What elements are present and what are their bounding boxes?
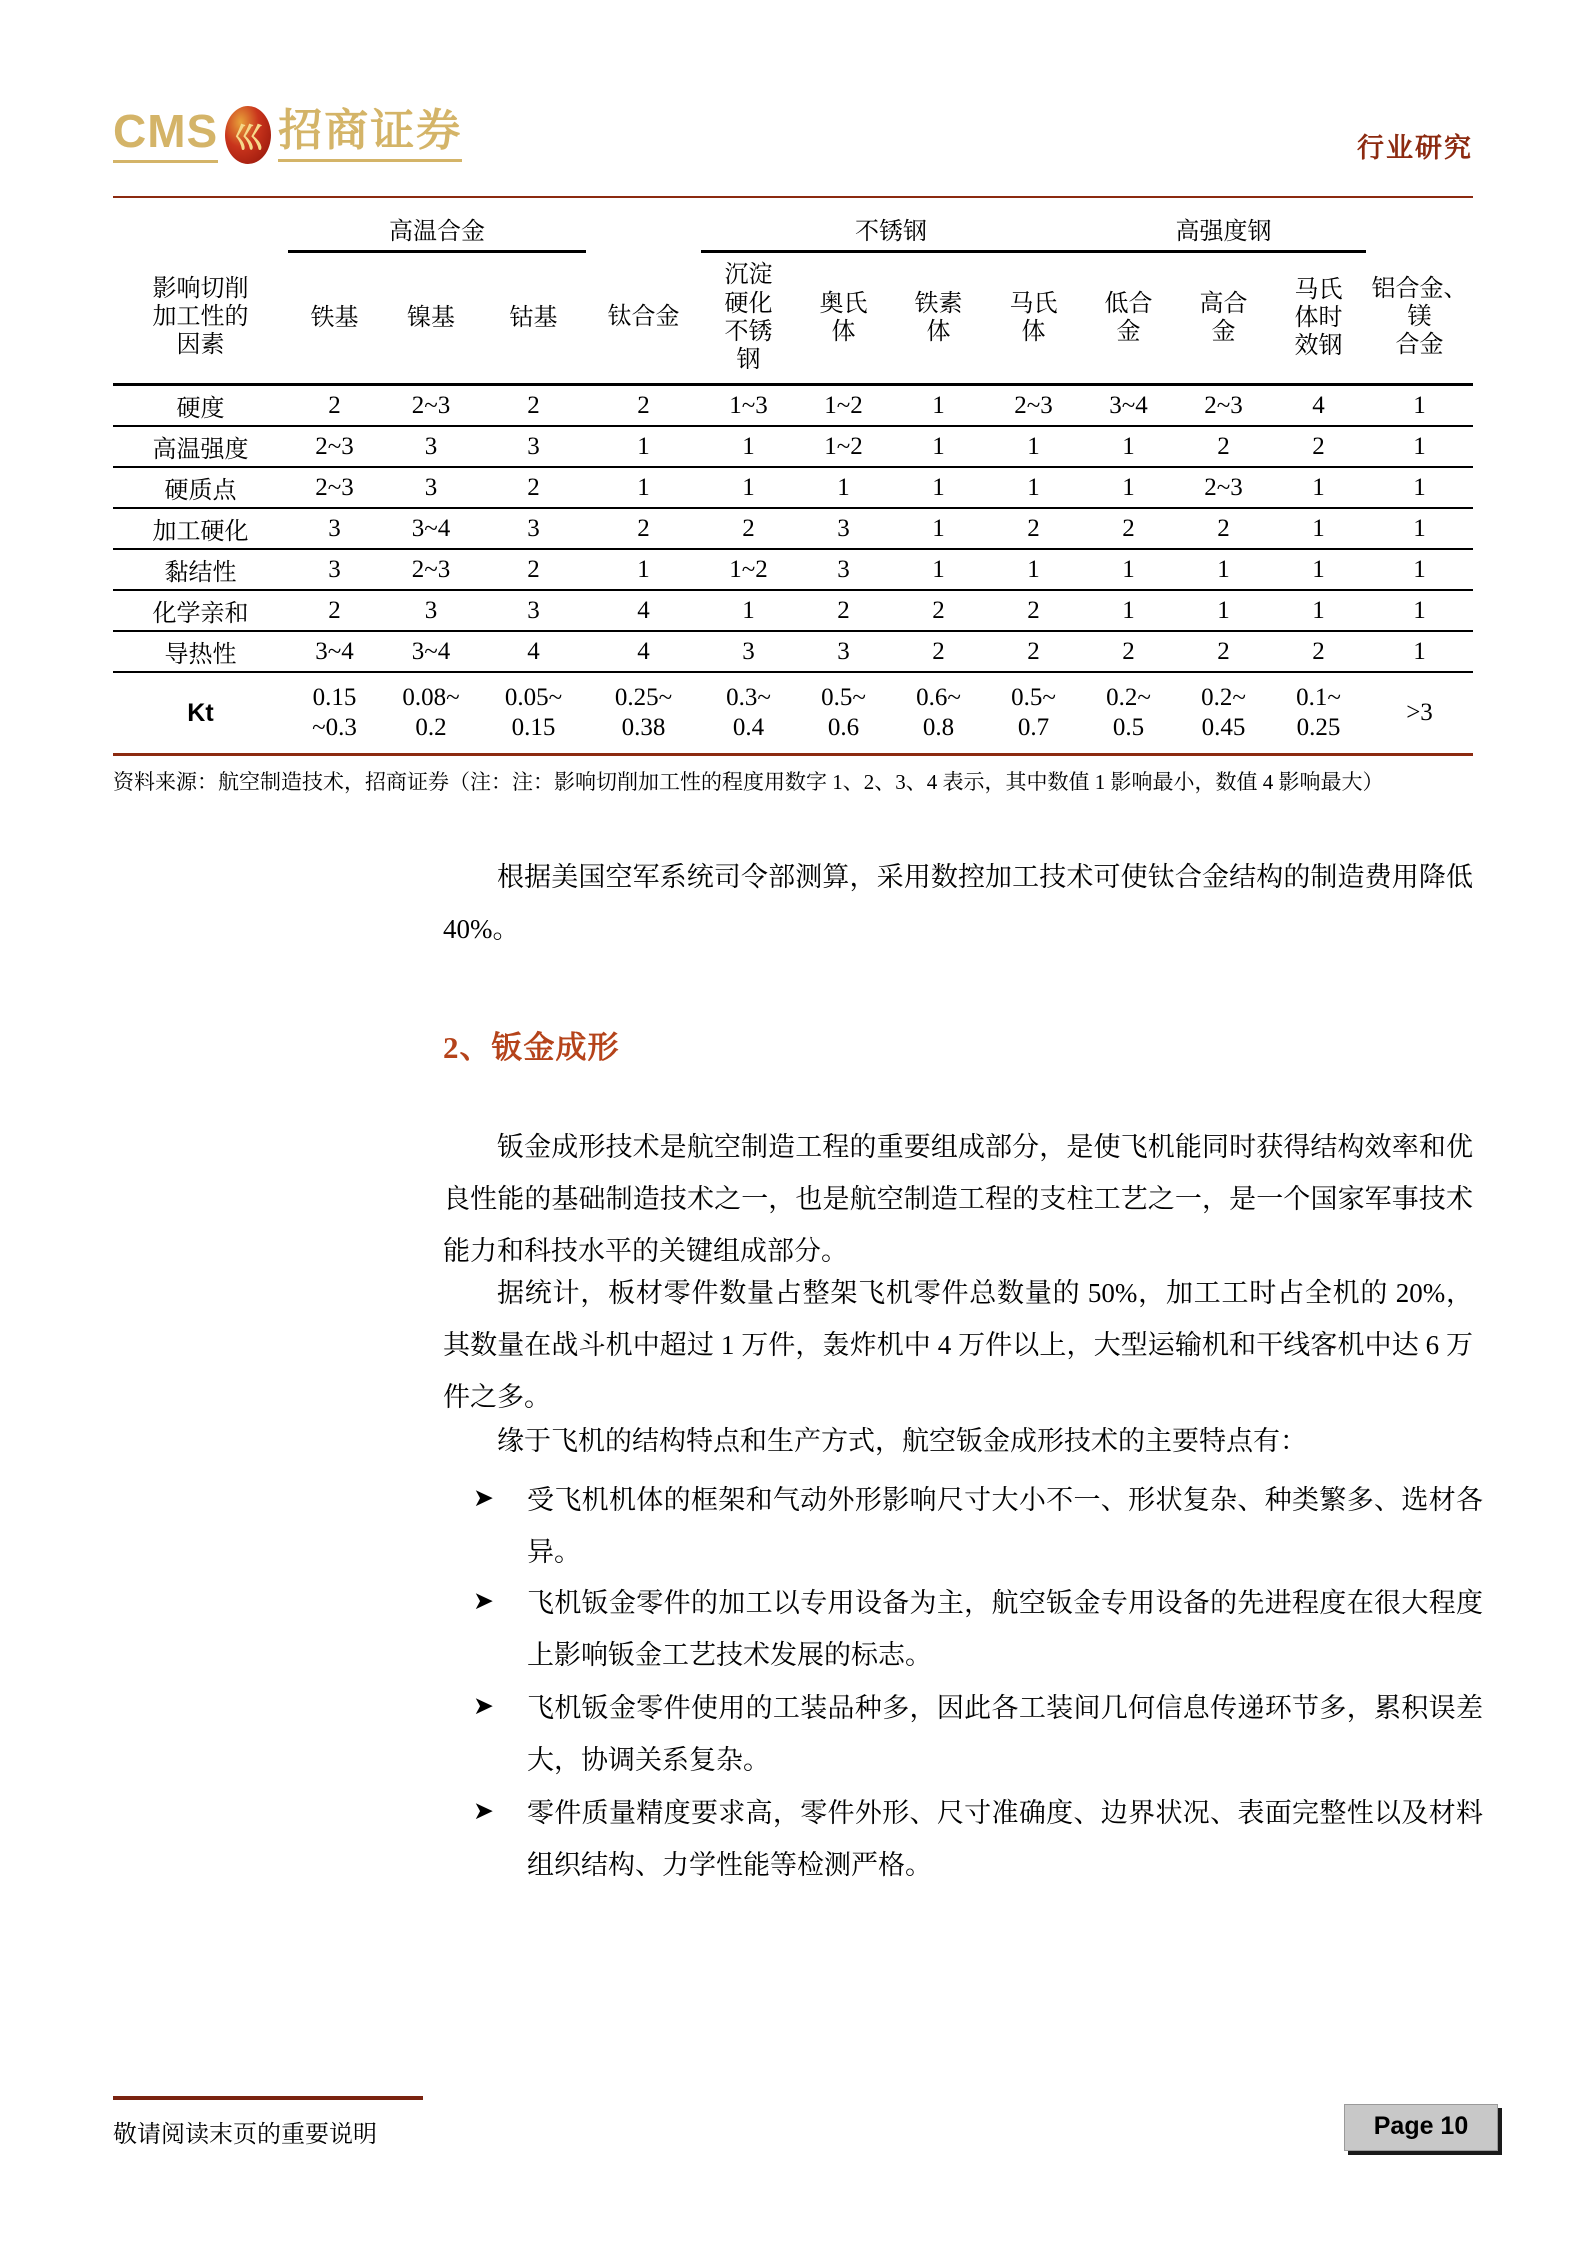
- cell-r2-c0: 2~3: [288, 467, 381, 508]
- cell-r1-c9: 2: [1176, 426, 1271, 467]
- cell-r2-c4: 1: [701, 467, 796, 508]
- group-header-trailing: [1366, 206, 1473, 252]
- group-header-0: 高温合金: [288, 206, 586, 252]
- cell-r0-c5: 1~2: [796, 385, 891, 427]
- cell-r4-c10: 1: [1271, 549, 1366, 590]
- cell-r6-c9: 2: [1176, 631, 1271, 672]
- cell-r3-c0: 3: [288, 508, 381, 549]
- paragraph-usaf-estimate: 根据美国空军系统司令部测算，采用数控加工技术可使钛合金结构的制造费用降低 40%。: [443, 862, 1473, 944]
- cell-r5-c5: 2: [796, 590, 891, 631]
- cell-r1-c3: 1: [586, 426, 701, 467]
- table-row: [113, 385, 1473, 427]
- cell-r0-c2: 2: [481, 385, 586, 427]
- cell-r0-c9: 2~3: [1176, 385, 1271, 427]
- cell-r4-c0: 3: [288, 549, 381, 590]
- cell-kt-c6: 0.6~ 0.8: [891, 672, 986, 755]
- list-item: [473, 1475, 1483, 1579]
- column-header-7: 马氏 体: [986, 252, 1081, 385]
- cell-r2-c3: 1: [586, 467, 701, 508]
- cell-r6-c5: 3: [796, 631, 891, 672]
- cell-kt-c10: 0.1~ 0.25: [1271, 672, 1366, 755]
- bullet-arrow-icon: ➤: [473, 1588, 494, 1615]
- cell-r6-c0: 3~4: [288, 631, 381, 672]
- cell-r3-c6: 1: [891, 508, 986, 549]
- cell-r2-c10: 1: [1271, 467, 1366, 508]
- cell-r5-c8: 1: [1081, 590, 1176, 631]
- cell-r4-c11: 1: [1366, 549, 1473, 590]
- table-row: [113, 508, 1473, 549]
- column-header-6: 铁素 体: [891, 252, 986, 385]
- paragraph-statistics: 据统计，板材零件数量占整架飞机零件总数量的 50%，加工工时占全机的 20%，其数量在战斗机中超过 1 万件，轰炸机中 4 万件以上，大型运输机和干线客机中达 6 万件之多。: [443, 1278, 1473, 1412]
- list-item-text: 零件质量精度要求高，零件外形、尺寸准确度、边界状况、表面完整性以及材料组织结构、力学性能等检测严格。: [527, 1798, 1483, 1880]
- group-header-spacer: [113, 206, 288, 252]
- cell-r0-c0: 2: [288, 385, 381, 427]
- cell-r5-c2: 3: [481, 590, 586, 631]
- cell-r5-c3: 4: [586, 590, 701, 631]
- list-item-text: 飞机钣金零件的加工以专用设备为主，航空钣金专用设备的先进程度在很大程度上影响钣金工艺技术发展的标志。: [527, 1588, 1483, 1670]
- row-label-3: 加工硬化: [113, 508, 288, 549]
- cell-r4-c2: 2: [481, 549, 586, 590]
- cell-r1-c6: 1: [891, 426, 986, 467]
- table-source-note: 资料来源：航空制造技术，招商证券（注：注：影响切削加工性的程度用数字 1、2、3、4 表示，其中数值 1 影响最小，数值 4 影响最大）: [113, 770, 1384, 794]
- column-header-11: 铝合金、镁 合金: [1366, 252, 1473, 385]
- cell-kt-c4: 0.3~ 0.4: [701, 672, 796, 755]
- cell-r3-c3: 2: [586, 508, 701, 549]
- column-header-3: 钛合金: [586, 252, 701, 385]
- cell-r5-c10: 1: [1271, 590, 1366, 631]
- bullet-arrow-icon: ➤: [473, 1693, 494, 1720]
- row-label-2: 硬质点: [113, 467, 288, 508]
- cell-r1-c5: 1~2: [796, 426, 891, 467]
- cell-r5-c1: 3: [381, 590, 481, 631]
- cell-r0-c4: 1~3: [701, 385, 796, 427]
- column-header-2: 钴基: [481, 252, 586, 385]
- cell-r4-c5: 3: [796, 549, 891, 590]
- cell-r1-c7: 1: [986, 426, 1081, 467]
- page-number-badge: Page 10: [1344, 2104, 1498, 2151]
- cell-r4-c9: 1: [1176, 549, 1271, 590]
- cell-r0-c11: 1: [1366, 385, 1473, 427]
- cell-r2-c7: 1: [986, 467, 1081, 508]
- cell-r3-c9: 2: [1176, 508, 1271, 549]
- cell-r3-c1: 3~4: [381, 508, 481, 549]
- cell-kt-c9: 0.2~ 0.45: [1176, 672, 1271, 755]
- row-label-0: 硬度: [113, 385, 288, 427]
- cell-r5-c6: 2: [891, 590, 986, 631]
- list-item: [473, 1578, 1483, 1682]
- column-header-10: 马氏 体时 效钢: [1271, 252, 1366, 385]
- cell-r3-c2: 3: [481, 508, 586, 549]
- cell-r1-c1: 3: [381, 426, 481, 467]
- column-header-1: 镍基: [381, 252, 481, 385]
- cell-r6-c10: 2: [1271, 631, 1366, 672]
- cell-r1-c8: 1: [1081, 426, 1176, 467]
- cell-r3-c10: 1: [1271, 508, 1366, 549]
- cell-r4-c3: 1: [586, 549, 701, 590]
- group-header-1: 不锈钢: [701, 206, 1081, 252]
- cell-r6-c2: 4: [481, 631, 586, 672]
- cell-r1-c10: 2: [1271, 426, 1366, 467]
- cell-r5-c0: 2: [288, 590, 381, 631]
- bullet-arrow-icon: ➤: [473, 1798, 494, 1825]
- footer-disclaimer: 敬请阅读末页的重要说明: [113, 2122, 377, 2148]
- column-header-9: 高合 金: [1176, 252, 1271, 385]
- cell-r6-c7: 2: [986, 631, 1081, 672]
- bullet-arrow-icon: ➤: [473, 1485, 494, 1512]
- cell-r6-c1: 3~4: [381, 631, 481, 672]
- cell-r0-c7: 2~3: [986, 385, 1081, 427]
- cell-kt-c3: 0.25~ 0.38: [586, 672, 701, 755]
- table-row: [113, 549, 1473, 590]
- table-column-header-row: [113, 252, 1473, 385]
- row-label-6: 导热性: [113, 631, 288, 672]
- table-group-header-row: [113, 206, 1473, 252]
- cell-r0-c10: 4: [1271, 385, 1366, 427]
- cell-r4-c8: 1: [1081, 549, 1176, 590]
- cell-kt-c2: 0.05~ 0.15: [481, 672, 586, 755]
- cell-r5-c7: 2: [986, 590, 1081, 631]
- column-header-5: 奥氏 体: [796, 252, 891, 385]
- cell-r2-c5: 1: [796, 467, 891, 508]
- cell-r2-c6: 1: [891, 467, 986, 508]
- row-label-4: 黏结性: [113, 549, 288, 590]
- cell-r2-c1: 3: [381, 467, 481, 508]
- group-header-gap: [586, 206, 701, 252]
- cms-logo: [113, 104, 462, 166]
- section-heading-sheet-metal: 2、钣金成形: [443, 1030, 620, 1065]
- cell-r2-c9: 2~3: [1176, 467, 1271, 508]
- cell-kt-c11: >3: [1366, 672, 1473, 755]
- cell-r3-c5: 3: [796, 508, 891, 549]
- cell-r6-c8: 2: [1081, 631, 1176, 672]
- cell-r0-c3: 2: [586, 385, 701, 427]
- list-item: [473, 1683, 1483, 1787]
- paragraph-features-intro: 缘于飞机的结构特点和生产方式，航空钣金成形技术的主要特点有：: [497, 1426, 1307, 1456]
- logo-emblem-icon: [225, 106, 271, 164]
- machinability-table: [113, 206, 1473, 756]
- group-header-2: 高强度钢: [1081, 206, 1366, 252]
- cell-r0-c6: 1: [891, 385, 986, 427]
- cell-r1-c2: 3: [481, 426, 586, 467]
- cell-r6-c11: 1: [1366, 631, 1473, 672]
- cell-r4-c6: 1: [891, 549, 986, 590]
- cell-kt-c1: 0.08~ 0.2: [381, 672, 481, 755]
- page-header: [113, 90, 1473, 190]
- cell-r1-c0: 2~3: [288, 426, 381, 467]
- cell-r0-c8: 3~4: [1081, 385, 1176, 427]
- table-row: [113, 467, 1473, 508]
- cell-r6-c3: 4: [586, 631, 701, 672]
- cell-r5-c4: 1: [701, 590, 796, 631]
- list-item-text: 受飞机机体的框架和气动外形影响尺寸大小不一、形状复杂、种类繁多、选材各异。: [527, 1485, 1483, 1567]
- cell-r2-c8: 1: [1081, 467, 1176, 508]
- cell-r6-c6: 2: [891, 631, 986, 672]
- list-item-text: 飞机钣金零件使用的工装品种多，因此各工装间几何信息传递环节多，累积误差大，协调关系复杂。: [527, 1693, 1483, 1775]
- cell-r3-c4: 2: [701, 508, 796, 549]
- cell-r2-c11: 1: [1366, 467, 1473, 508]
- logo-chinese-text: 招商证券: [278, 109, 462, 162]
- cell-kt-c8: 0.2~ 0.5: [1081, 672, 1176, 755]
- table-row: [113, 426, 1473, 467]
- table-row-kt: [113, 672, 1473, 755]
- cell-r4-c1: 2~3: [381, 549, 481, 590]
- cell-kt-c5: 0.5~ 0.6: [796, 672, 891, 755]
- table-corner-label: 影响切削 加工性的 因素: [113, 252, 288, 385]
- cell-r2-c2: 2: [481, 467, 586, 508]
- row-label-kt: Kt: [113, 672, 288, 755]
- cell-r3-c11: 1: [1366, 508, 1473, 549]
- cell-r4-c4: 1~2: [701, 549, 796, 590]
- column-header-8: 低合 金: [1081, 252, 1176, 385]
- paragraph-sheet-metal-intro: 钣金成形技术是航空制造工程的重要组成部分，是使飞机能同时获得结构效率和优良性能的基础制造技术之一，也是航空制造工程的支柱工艺之一，是一个国家军事技术能力和科技水平的关键组成部分。: [443, 1132, 1473, 1266]
- footer-divider: [113, 2096, 423, 2100]
- column-header-0: 铁基: [288, 252, 381, 385]
- logo-latin-text: CMS: [113, 108, 218, 163]
- row-label-1: 高温强度: [113, 426, 288, 467]
- cell-r4-c7: 1: [986, 549, 1081, 590]
- machinability-table-container: [113, 206, 1473, 756]
- list-item: [473, 1788, 1483, 1892]
- header-divider: [113, 196, 1473, 198]
- cell-r6-c4: 3: [701, 631, 796, 672]
- cell-r3-c8: 2: [1081, 508, 1176, 549]
- row-label-5: 化学亲和: [113, 590, 288, 631]
- cell-kt-c7: 0.5~ 0.7: [986, 672, 1081, 755]
- cell-r1-c4: 1: [701, 426, 796, 467]
- cell-r3-c7: 2: [986, 508, 1081, 549]
- cell-kt-c0: 0.15 ~0.3: [288, 672, 381, 755]
- table-row: [113, 590, 1473, 631]
- cell-r1-c11: 1: [1366, 426, 1473, 467]
- column-header-4: 沉淀 硬化 不锈 钢: [701, 252, 796, 385]
- header-category-label: 行业研究: [1357, 133, 1473, 163]
- cell-r0-c1: 2~3: [381, 385, 481, 427]
- cell-r5-c9: 1: [1176, 590, 1271, 631]
- table-row: [113, 631, 1473, 672]
- cell-r5-c11: 1: [1366, 590, 1473, 631]
